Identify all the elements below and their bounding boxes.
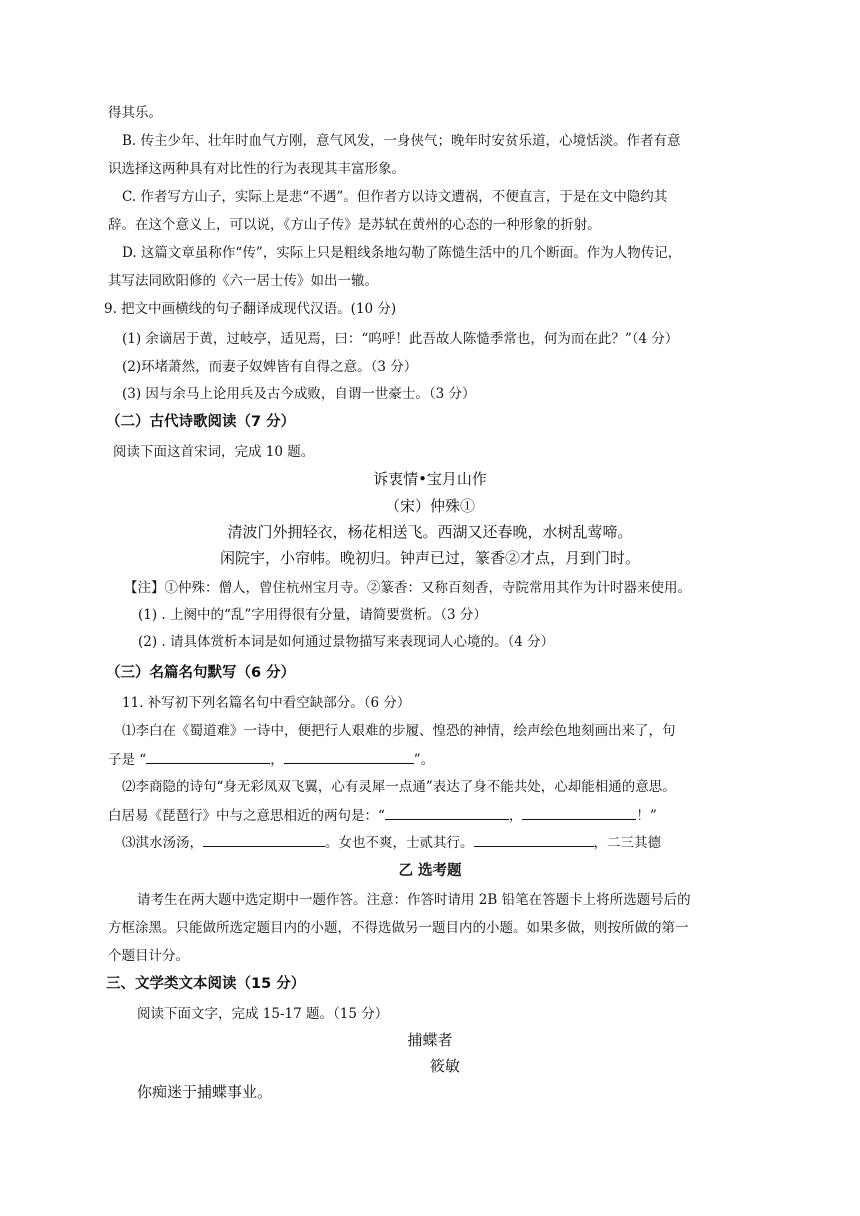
answer-blank[interactable] xyxy=(385,805,509,820)
poem-note: 【注】①仲殊：僧人，曾住杭州宝月寺。②篆香：又称百刻香，寺院常用其作为计时器来使用。 xyxy=(124,580,691,596)
article-title: 捕蝶者 xyxy=(407,1031,453,1049)
option-c: C. 作者写方山子，实际上是悲“不遇”。但作者方以诗文遭祸，不便直言，于是在文中隐约其 xyxy=(122,189,668,205)
text-fragment: 子是 “ xyxy=(108,752,147,768)
option-b: B. 传主少年、壮年时血气方刚，意气风发，一身侠气；晚年时安贫乐道，心境恬淡。作者有意 xyxy=(122,133,681,149)
instruction: 方框涂黑。只能做所选定题目内的小题，不得选做另一题目内的小题。如果多做，则按所做的第一 xyxy=(108,920,689,936)
article-first-line: 你痴迷于捕蝶事业。 xyxy=(137,1083,273,1101)
instruction: 请考生在两大题中选定期中一题作答。注意：作答时请用 2B 铅笔在答题卡上将所选题号后的 xyxy=(137,892,691,908)
section-heading-elective: 乙 选考题 xyxy=(398,863,462,879)
question-11: 11. 补写初下列名篇名句中看空缺部分。（6 分） xyxy=(122,695,411,711)
question-9-2: (2)环堵萧然，而妻子奴婢皆有自得之意。（3 分） xyxy=(122,359,418,375)
question-9-3: (3) 因与余马上论用兵及古今成败，自谓一世豪士。（3 分） xyxy=(122,386,476,402)
question-9: 9. 把文中画横线的句子翻译成现代汉语。(10 分) xyxy=(104,301,397,317)
fill-line xyxy=(108,749,434,770)
text-fragment: 。女也不爽，士贰其行。 xyxy=(325,835,474,851)
answer-blank[interactable] xyxy=(146,749,270,764)
text-line: 识选择这两种具有对比性的行为表现其丰富形象。 xyxy=(108,161,405,177)
text-fragment: ， xyxy=(508,808,523,824)
section-heading-recitation: （三）名篇名句默写（6 分） xyxy=(106,665,296,681)
question-10-1: (1) . 上阕中的“乱”字用得很有分量，请简要赏析。（3 分） xyxy=(138,607,487,623)
fill-line xyxy=(108,805,657,826)
text-fragment: ，二三其德 xyxy=(593,835,661,851)
poem-line: 清波门外拥轻衣，杨花相送飞。西湖又还春晚，水树乱莺啼。 xyxy=(227,523,633,541)
answer-blank[interactable] xyxy=(522,805,636,820)
answer-blank[interactable] xyxy=(474,832,594,847)
poem-title: 诉衷情•宝月山作 xyxy=(373,470,487,488)
text-fragment: ！” xyxy=(636,808,657,824)
text-line: 得其乐。 xyxy=(108,105,162,121)
question-11-2: ⑵李商隐的诗句“身无彩凤双飞翼，心有灵犀一点通”表达了身不能共处，心却能相通的意思。 xyxy=(122,779,676,795)
text-fragment: ”。 xyxy=(413,752,435,768)
answer-blank[interactable] xyxy=(203,832,325,847)
question-11-1: ⑴李白在《蜀道难》一诗中，便把行人艰难的步履、惶恐的神情，绘声绘色地刻画出来了，句 xyxy=(122,723,676,739)
text-fragment: ⑶淇水汤汤， xyxy=(122,835,203,851)
question-11-3 xyxy=(122,832,661,853)
text-line: 辞。在这个意义上，可以说，《方山子传》是苏轼在黄州的心态的一种形象的折射。 xyxy=(108,217,601,233)
question-10-2: (2) . 请具体赏析本词是如何通过景物描写来表现词人心境的。（4 分） xyxy=(138,634,555,650)
answer-blank[interactable] xyxy=(284,749,414,764)
poem-author: （宋）仲殊① xyxy=(384,497,475,515)
text-line: 其写法同欧阳修的《六一居士传》如出一辙。 xyxy=(108,273,378,289)
text-fragment: 白居易《琵琶行》中与之意思相近的两句是：“ xyxy=(108,808,385,824)
article-author: 筱敏 xyxy=(430,1057,461,1075)
instruction: 阅读下面这首宋词，完成 10 题。 xyxy=(113,444,315,460)
poem-line: 闲院宇，小帘帏。晚初归。钟声已过，篆香②才点，月到门时。 xyxy=(219,549,640,567)
section-heading-literary: 三、文学类文本阅读（15 分） xyxy=(106,976,306,992)
option-d: D. 这篇文章虽称作“传”，实际上只是粗线条地勾勒了陈慥生活中的几个断面。作为人物传记， xyxy=(122,245,682,261)
question-9-1: (1) 余谪居于黄，过岐亭，适见焉，曰：“呜呼！此吾故人陈慥季常也，何为而在此？”（4 分） xyxy=(122,331,679,347)
instruction: 个题目计分。 xyxy=(108,948,189,964)
section-heading-poetry: （二）古代诗歌阅读（7 分） xyxy=(106,414,296,430)
instruction: 阅读下面文字，完成 15-17 题。（15 分） xyxy=(137,1006,389,1022)
text-fragment: ， xyxy=(270,752,284,768)
